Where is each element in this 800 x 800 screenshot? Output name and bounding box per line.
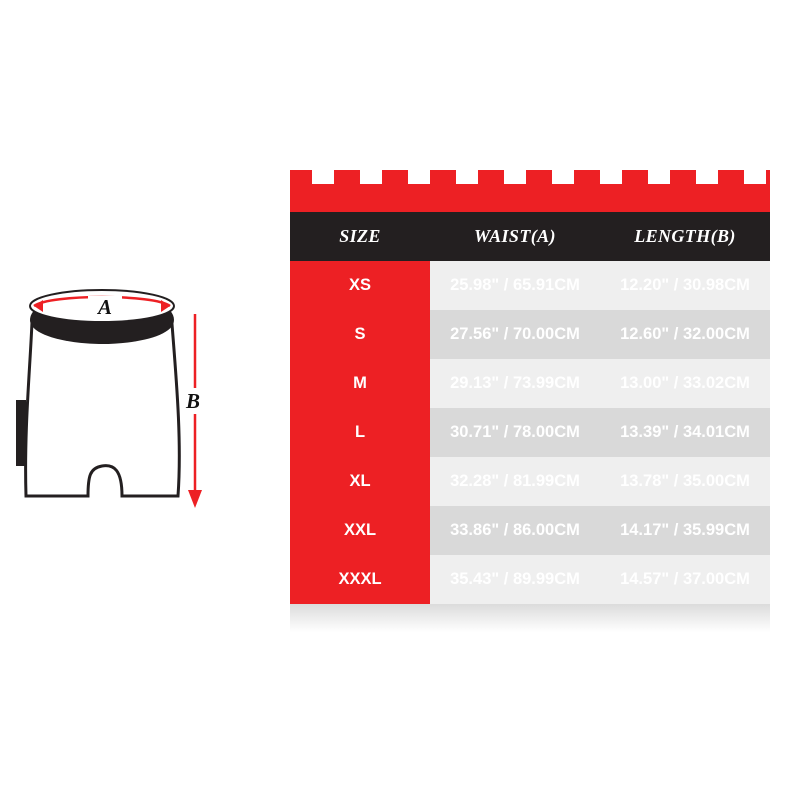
cell-size: S (290, 310, 430, 359)
table-row (290, 555, 770, 604)
length-measure-arrow (182, 314, 210, 508)
waist-letter-label: A (98, 295, 113, 319)
cell-waist: 25.98" / 65.91CM (430, 261, 600, 310)
cell-waist: 29.13" / 73.99CM (430, 359, 600, 408)
top-bar-notch (552, 170, 574, 184)
top-bar-notch (312, 170, 334, 184)
cell-waist: 35.43" / 89.99CM (430, 555, 600, 604)
cell-waist: 32.28" / 81.99CM (430, 457, 600, 506)
top-bar-notch (360, 170, 382, 184)
cell-size: XL (290, 457, 430, 506)
table-row (290, 310, 770, 359)
garment-diagram (10, 280, 310, 520)
cell-waist: 27.56" / 70.00CM (430, 310, 600, 359)
cell-length: 12.20" / 30.98CM (600, 261, 770, 310)
size-chart (290, 170, 770, 632)
cell-length: 13.39" / 34.01CM (600, 408, 770, 457)
top-bar-notch (696, 170, 718, 184)
top-bar-notch (600, 170, 622, 184)
top-bar-notch (504, 170, 526, 184)
table-row (290, 261, 770, 310)
cell-length: 13.78" / 35.00CM (600, 457, 770, 506)
table-header-row (290, 212, 770, 261)
cell-size: XXXL (290, 555, 430, 604)
cell-size: L (290, 408, 430, 457)
cell-length: 12.60" / 32.00CM (600, 310, 770, 359)
top-bar-notch (408, 170, 430, 184)
top-bar-notch (648, 170, 670, 184)
table-row (290, 408, 770, 457)
cell-size: XXL (290, 506, 430, 555)
cell-waist: 33.86" / 86.00CM (430, 506, 600, 555)
header-waist: WAIST(A) (430, 212, 600, 261)
table-row (290, 506, 770, 555)
table-row (290, 359, 770, 408)
header-length: LENGTH(B) (600, 212, 770, 261)
cell-waist: 30.71" / 78.00CM (430, 408, 600, 457)
cell-length: 14.17" / 35.99CM (600, 506, 770, 555)
shorts-outline (16, 322, 196, 496)
table-bottom-shadow (290, 604, 770, 632)
top-bar-notch (456, 170, 478, 184)
cell-size: XS (290, 261, 430, 310)
header-size: SIZE (290, 212, 430, 261)
cell-length: 14.57" / 37.00CM (600, 555, 770, 604)
cell-size: M (290, 359, 430, 408)
size-table (290, 212, 770, 604)
table-row (290, 457, 770, 506)
table-top-bar (290, 170, 770, 212)
top-bar-notch (744, 170, 766, 184)
length-letter-label: B (186, 389, 201, 413)
cell-length: 13.00" / 33.02CM (600, 359, 770, 408)
